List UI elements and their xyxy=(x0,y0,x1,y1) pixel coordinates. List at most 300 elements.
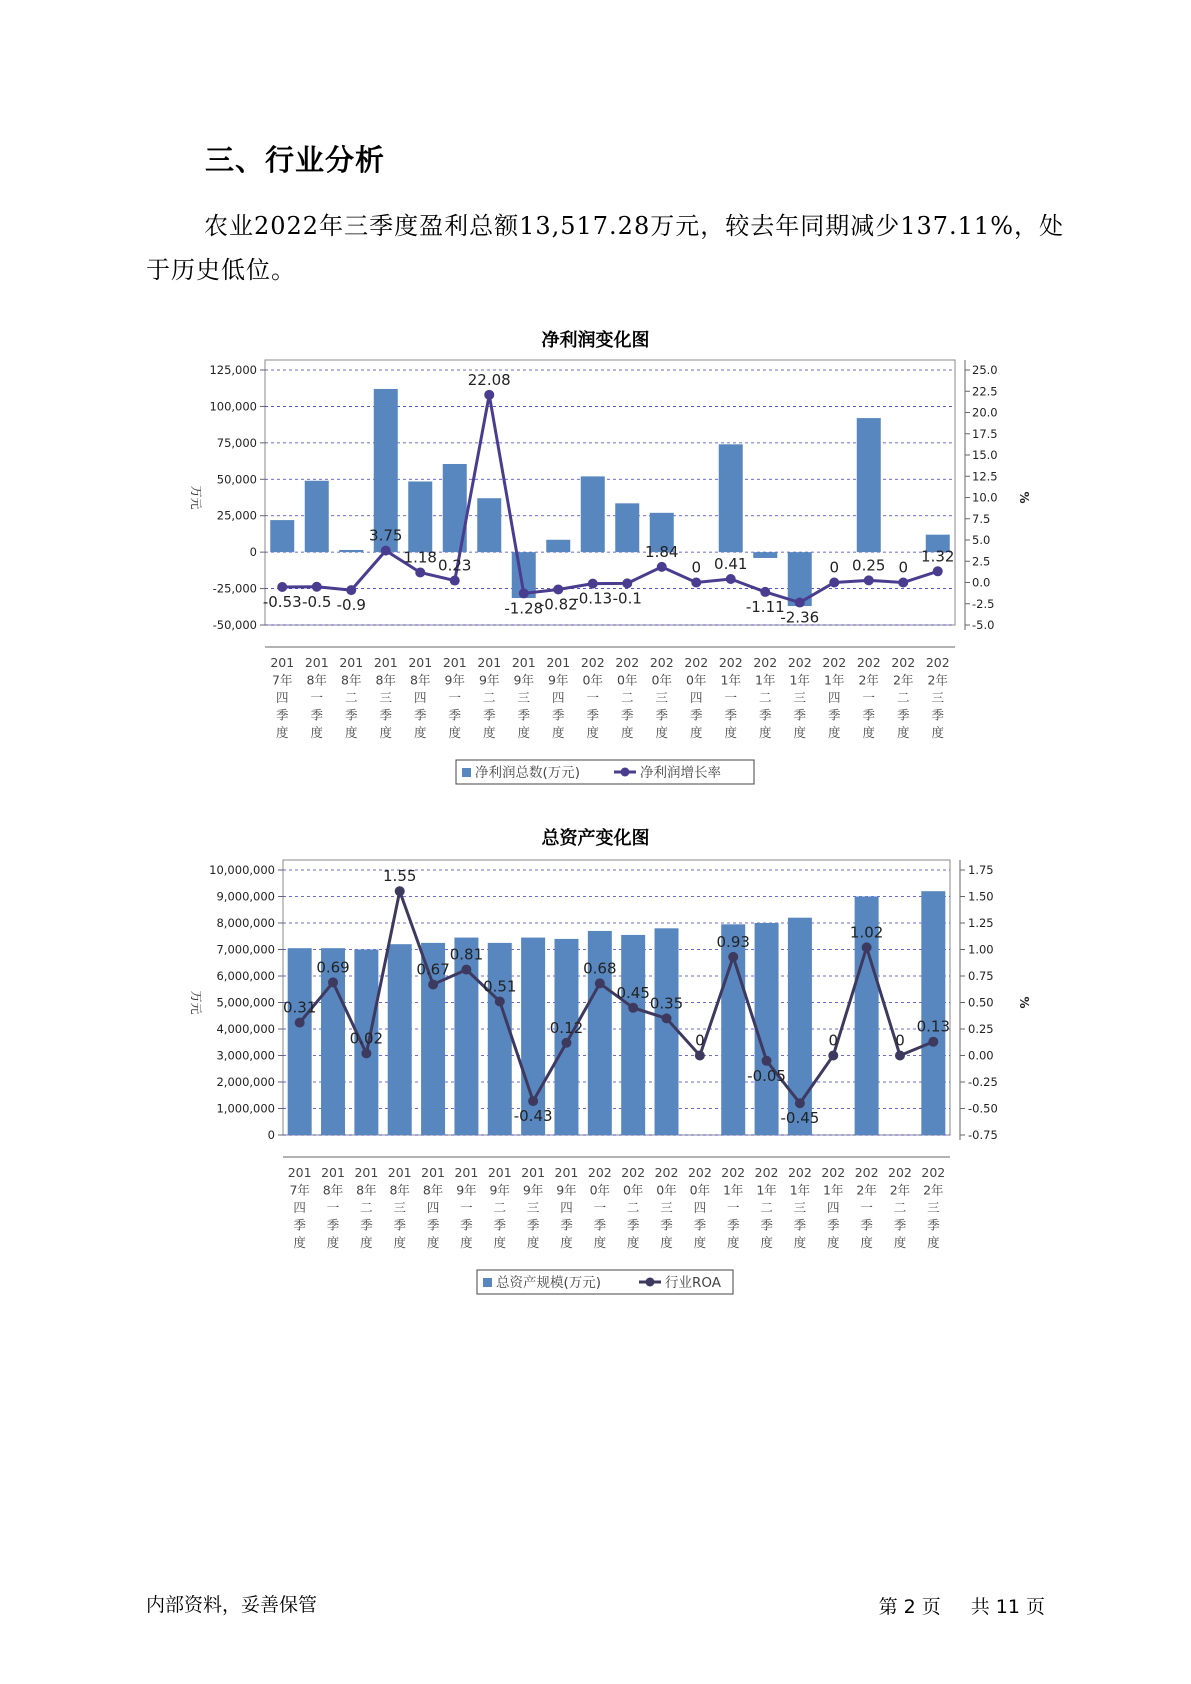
x-tick-label: 201 xyxy=(487,1165,512,1180)
x-tick-label: 1年 xyxy=(824,672,845,688)
x-tick-label: 季 xyxy=(896,707,910,723)
bar xyxy=(755,923,779,1135)
net-profit-chart-title: 净利润变化图 xyxy=(541,330,650,351)
x-tick-label: 季 xyxy=(275,707,289,723)
line-point xyxy=(933,566,943,576)
x-tick-label: 季 xyxy=(344,707,358,723)
line-point xyxy=(898,578,908,588)
data-label: -2.36 xyxy=(780,608,820,627)
x-tick-label: 1年 xyxy=(755,672,776,688)
x-tick-label: 度 xyxy=(862,725,876,740)
data-label: 0.35 xyxy=(649,994,684,1013)
x-tick-label: 二 xyxy=(626,1200,640,1215)
x-tick-label: 季 xyxy=(426,1217,440,1233)
x-tick-label: 202 xyxy=(718,655,743,670)
data-label: -0.13 xyxy=(573,589,613,608)
x-tick-label: 二 xyxy=(893,1200,907,1215)
bar xyxy=(339,550,363,552)
x-tick-label: 度 xyxy=(793,725,807,740)
line-point xyxy=(762,1056,772,1066)
x-tick-label: 9年 xyxy=(513,672,534,688)
line-point xyxy=(695,1051,705,1061)
data-label: -0.53 xyxy=(262,593,302,612)
x-tick-label: 度 xyxy=(931,725,945,740)
line-point xyxy=(662,1013,672,1023)
x-tick-label: 季 xyxy=(393,1217,406,1233)
x-tick-label: 季 xyxy=(758,707,772,723)
x-tick-label: 四 xyxy=(827,1200,840,1215)
x-tick-label: 三 xyxy=(517,690,531,705)
y2-tick-label: 0.25 xyxy=(968,1022,994,1036)
x-tick-label: 一 xyxy=(586,690,600,705)
x-tick-label: 2年 xyxy=(889,1182,911,1198)
x-tick-label: 9年 xyxy=(479,672,500,688)
x-tick-label: 2年 xyxy=(856,1182,877,1198)
x-tick-label: 9年 xyxy=(548,672,569,688)
data-label: 0 xyxy=(895,1031,905,1050)
y-tick-label: 1,000,000 xyxy=(216,1101,275,1116)
bar xyxy=(554,939,578,1135)
x-tick-label: 四 xyxy=(560,1200,573,1215)
line-point xyxy=(328,977,338,987)
x-tick-label: 度 xyxy=(379,725,393,740)
x-tick-label: 202 xyxy=(754,1165,779,1180)
y2-tick-label: -2.5 xyxy=(972,596,995,611)
bar xyxy=(857,418,881,552)
x-tick-label: 202 xyxy=(615,655,640,670)
line-point xyxy=(381,546,391,556)
x-tick-label: 季 xyxy=(551,707,565,723)
x-tick-label: 季 xyxy=(326,1217,340,1233)
line-point xyxy=(628,1003,638,1013)
x-tick-label: 202 xyxy=(787,655,812,670)
x-tick-label: 201 xyxy=(511,655,536,670)
data-label: -0.82 xyxy=(538,595,578,614)
x-tick-label: 8年 xyxy=(375,672,396,688)
x-tick-label: 度 xyxy=(660,1235,673,1250)
x-tick-label: 201 xyxy=(477,655,502,670)
y2-tick-label: 0.75 xyxy=(968,969,994,983)
x-tick-label: 201 xyxy=(354,1165,379,1180)
y-axis-title: 万元 xyxy=(189,990,203,1015)
x-tick-label: 201 xyxy=(554,1165,579,1180)
footer-page-info xyxy=(879,1592,1051,1619)
x-tick-label: 四 xyxy=(827,690,841,705)
line-point xyxy=(928,1037,938,1047)
x-tick-label: 四 xyxy=(693,1200,707,1215)
legend-line-marker xyxy=(646,1278,655,1287)
x-tick-label: 度 xyxy=(393,1235,406,1250)
legend-line-marker xyxy=(621,768,630,777)
x-tick-label: 四 xyxy=(275,690,289,705)
x-tick-label: 度 xyxy=(626,1235,640,1250)
line-point xyxy=(691,578,701,588)
x-tick-label: 三 xyxy=(393,1200,406,1215)
x-tick-label: 季 xyxy=(482,707,496,723)
x-tick-label: 9年 xyxy=(556,1182,577,1198)
x-tick-label: 三 xyxy=(379,690,393,705)
line-point xyxy=(450,576,460,586)
total-prefix: 共 xyxy=(970,1596,990,1618)
y-tick-label: -25,000 xyxy=(212,581,257,596)
data-label: 0.12 xyxy=(549,1018,584,1037)
bar xyxy=(753,552,777,558)
y-tick-label: 10,000,000 xyxy=(209,863,275,877)
x-tick-label: 季 xyxy=(660,1217,673,1233)
x-tick-label: 季 xyxy=(827,1217,840,1233)
x-tick-label: 202 xyxy=(787,1165,812,1180)
x-tick-label: 201 xyxy=(373,655,398,670)
x-tick-label: 度 xyxy=(344,725,358,740)
x-tick-label: 度 xyxy=(760,1235,773,1250)
legend-line-label: 行业ROA xyxy=(665,1275,722,1291)
x-tick-label: 季 xyxy=(726,1217,740,1233)
x-tick-label: 1年 xyxy=(823,1182,844,1198)
y2-tick-label: 15.0 xyxy=(972,448,998,462)
x-tick-label: 一 xyxy=(724,690,738,705)
line-point xyxy=(561,1038,571,1048)
x-tick-label: 201 xyxy=(339,655,364,670)
x-tick-label: 度 xyxy=(293,1235,306,1250)
x-tick-label: 度 xyxy=(655,725,669,740)
net-profit-chart xyxy=(0,355,1191,785)
x-tick-label: 度 xyxy=(448,725,462,740)
y-axis-title: 万元 xyxy=(189,485,203,510)
data-label: 0.25 xyxy=(852,556,886,575)
bar xyxy=(615,503,639,552)
x-tick-label: 201 xyxy=(521,1165,546,1180)
legend-bar-label: 净利润总数(万元) xyxy=(475,765,581,781)
x-tick-label: 2年 xyxy=(927,672,948,688)
y2-tick-label: -5.0 xyxy=(972,618,995,632)
x-tick-label: 7年 xyxy=(272,672,293,688)
x-tick-label: 9年 xyxy=(444,672,465,688)
x-tick-label: 季 xyxy=(760,1217,773,1233)
x-tick-label: 季 xyxy=(517,707,531,723)
data-label: 0.93 xyxy=(716,932,750,951)
bar xyxy=(581,476,605,552)
x-tick-label: 季 xyxy=(493,1217,507,1233)
y2-tick-label: 0.00 xyxy=(968,1048,994,1063)
x-tick-label: 度 xyxy=(413,725,427,740)
x-tick-label: 季 xyxy=(693,1217,707,1233)
x-tick-label: 202 xyxy=(649,655,674,670)
x-tick-label: 202 xyxy=(888,1165,912,1180)
x-tick-label: 季 xyxy=(593,1217,607,1233)
y-tick-label: 4,000,000 xyxy=(216,1022,275,1036)
x-tick-label: 三 xyxy=(927,1200,940,1215)
x-tick-label: 季 xyxy=(862,707,876,723)
data-label: 0.41 xyxy=(714,555,748,574)
x-tick-label: 度 xyxy=(693,1235,707,1250)
page-unit: 页 xyxy=(921,1596,941,1618)
data-label: 1.18 xyxy=(403,548,437,567)
x-tick-label: 季 xyxy=(310,707,324,723)
x-tick-label: 9年 xyxy=(522,1182,544,1198)
x-tick-label: 度 xyxy=(758,725,772,740)
y-tick-label: 100,000 xyxy=(209,399,257,414)
y2-tick-label: 5.0 xyxy=(972,533,991,547)
y-tick-label: -50,000 xyxy=(212,618,257,632)
x-tick-label: 度 xyxy=(326,1235,340,1250)
y2-axis-title: % xyxy=(1017,996,1031,1009)
x-tick-label: 2年 xyxy=(923,1182,944,1198)
y2-tick-label: -0.50 xyxy=(968,1101,998,1116)
x-tick-label: 9年 xyxy=(456,1182,477,1198)
data-label: 0 xyxy=(898,558,909,577)
x-tick-label: 201 xyxy=(421,1165,446,1180)
y-tick-label: 2,000,000 xyxy=(216,1075,275,1089)
data-label: -0.05 xyxy=(747,1066,786,1085)
bar xyxy=(270,520,294,552)
line-point xyxy=(862,942,872,952)
data-label: -0.45 xyxy=(780,1109,820,1128)
section-title: 三、行业分析 xyxy=(205,143,386,177)
x-tick-label: 度 xyxy=(593,1235,607,1250)
line-point xyxy=(415,567,425,577)
x-tick-label: 季 xyxy=(724,707,738,723)
x-tick-label: 度 xyxy=(620,725,634,740)
x-tick-label: 8年 xyxy=(356,1182,377,1198)
x-tick-label: 度 xyxy=(793,1235,807,1250)
y-tick-label: 7,000,000 xyxy=(216,942,275,957)
x-tick-label: 202 xyxy=(654,1165,679,1180)
x-tick-label: 季 xyxy=(293,1217,306,1233)
x-tick-label: 201 xyxy=(321,1165,345,1180)
legend-bar-swatch xyxy=(483,1278,492,1287)
line-point xyxy=(495,996,505,1006)
bar xyxy=(621,935,645,1135)
y2-tick-label: 25.0 xyxy=(972,363,998,377)
x-tick-label: 一 xyxy=(460,1200,473,1215)
x-tick-label: 8年 xyxy=(306,672,327,688)
total-unit: 页 xyxy=(1025,1596,1045,1618)
x-tick-label: 季 xyxy=(448,707,462,723)
x-tick-label: 季 xyxy=(793,707,807,723)
y2-tick-label: 12.5 xyxy=(972,469,998,484)
x-tick-label: 8年 xyxy=(322,1182,344,1198)
data-label: 0 xyxy=(828,1031,839,1050)
line-point xyxy=(895,1051,905,1061)
y2-tick-label: 0.0 xyxy=(972,575,991,590)
x-tick-label: 二 xyxy=(344,690,358,705)
x-tick-label: 201 xyxy=(442,655,467,670)
bar xyxy=(477,498,501,552)
x-tick-label: 季 xyxy=(689,707,703,723)
x-tick-label: 度 xyxy=(927,1235,940,1250)
y2-tick-label: 7.5 xyxy=(972,511,991,526)
x-tick-label: 202 xyxy=(891,655,916,670)
x-tick-label: 度 xyxy=(482,725,496,740)
x-tick-label: 度 xyxy=(526,1235,540,1250)
y2-tick-label: -0.25 xyxy=(968,1075,998,1089)
data-label: 0.51 xyxy=(483,977,517,996)
data-label: 1.02 xyxy=(849,923,884,942)
x-tick-label: 0年 xyxy=(689,1182,711,1198)
x-tick-label: 0年 xyxy=(589,1182,611,1198)
line-point xyxy=(519,588,529,598)
y-tick-label: 0 xyxy=(267,1128,275,1142)
data-label: 0.81 xyxy=(449,945,484,964)
x-tick-label: 季 xyxy=(893,1217,907,1233)
x-tick-label: 四 xyxy=(689,690,703,705)
x-tick-label: 季 xyxy=(655,707,669,723)
x-tick-label: 季 xyxy=(360,1217,373,1233)
x-tick-label: 度 xyxy=(893,1235,907,1250)
footer-confidential-note: 内部资料，妥善保管 xyxy=(146,1594,318,1616)
x-tick-label: 度 xyxy=(275,725,289,740)
x-tick-label: 二 xyxy=(760,1200,773,1215)
x-tick-label: 度 xyxy=(426,1235,440,1250)
x-tick-label: 度 xyxy=(827,725,841,740)
y2-tick-label: 2.5 xyxy=(972,554,991,569)
x-tick-label: 度 xyxy=(724,725,738,740)
line-point xyxy=(795,1098,805,1108)
x-tick-label: 202 xyxy=(822,655,847,670)
x-tick-label: 201 xyxy=(408,655,433,670)
data-label: 0.67 xyxy=(416,960,450,979)
x-tick-label: 季 xyxy=(931,707,945,723)
data-label: 1.55 xyxy=(383,867,417,886)
x-tick-label: 202 xyxy=(856,655,881,670)
y-tick-label: 8,000,000 xyxy=(216,916,275,930)
x-tick-label: 季 xyxy=(413,707,427,723)
total-pages: 11 xyxy=(995,1596,1020,1618)
x-tick-label: 一 xyxy=(860,1200,873,1215)
y2-tick-label: 1.00 xyxy=(968,942,994,957)
bar xyxy=(655,928,679,1135)
x-tick-label: 三 xyxy=(793,1200,807,1215)
bar xyxy=(305,481,329,552)
data-label: 0.31 xyxy=(282,998,317,1017)
x-tick-label: 202 xyxy=(580,655,605,670)
x-tick-label: 1年 xyxy=(789,1182,811,1198)
x-tick-label: 二 xyxy=(896,690,910,705)
x-tick-label: 2年 xyxy=(858,672,879,688)
x-tick-label: 0年 xyxy=(622,1182,644,1198)
y-tick-label: 3,000,000 xyxy=(216,1048,275,1063)
line-point xyxy=(395,886,405,896)
line-point xyxy=(295,1018,305,1028)
x-tick-label: 季 xyxy=(860,1217,873,1233)
summary-paragraph: 农业2022年三季度盈利总额13,517.28万元，较去年同期减少137.11%，处于历史低位。 xyxy=(146,212,1065,284)
x-tick-label: 202 xyxy=(921,1165,946,1180)
x-tick-label: 7年 xyxy=(289,1182,310,1198)
bar xyxy=(488,943,512,1135)
line-point xyxy=(277,582,287,592)
x-tick-label: 201 xyxy=(304,655,329,670)
x-tick-label: 一 xyxy=(593,1200,607,1215)
x-tick-label: 201 xyxy=(287,1165,312,1180)
line-point xyxy=(461,965,471,975)
x-tick-label: 202 xyxy=(821,1165,846,1180)
line-point xyxy=(829,578,839,588)
x-tick-label: 0年 xyxy=(651,672,672,688)
x-tick-label: 四 xyxy=(551,690,565,705)
x-tick-label: 季 xyxy=(620,707,634,723)
x-tick-label: 度 xyxy=(551,725,565,740)
y-tick-label: 6,000,000 xyxy=(216,969,275,983)
y2-tick-label: 1.50 xyxy=(968,889,994,904)
page-number: 2 xyxy=(903,1596,916,1618)
data-label: 22.08 xyxy=(467,370,511,389)
x-tick-label: 度 xyxy=(560,1235,573,1250)
line-point xyxy=(828,1051,838,1061)
x-tick-label: 8年 xyxy=(389,1182,410,1198)
y2-tick-label: 10.0 xyxy=(972,490,998,505)
x-tick-label: 季 xyxy=(526,1217,540,1233)
y-tick-label: 0 xyxy=(249,545,257,560)
x-tick-label: 一 xyxy=(310,690,324,705)
data-label: -0.43 xyxy=(513,1107,553,1126)
x-tick-label: 202 xyxy=(587,1165,612,1180)
x-tick-label: 201 xyxy=(270,655,295,670)
data-label: -0.9 xyxy=(336,596,366,615)
data-label: 0.02 xyxy=(349,1029,384,1048)
x-tick-label: 0年 xyxy=(582,672,603,688)
x-tick-label: 季 xyxy=(927,1217,940,1233)
y2-tick-label: -0.75 xyxy=(968,1128,998,1142)
y-tick-label: 25,000 xyxy=(216,508,257,523)
line-point xyxy=(622,578,632,588)
line-point xyxy=(595,978,605,988)
plot-area xyxy=(262,360,955,625)
line-point xyxy=(428,979,438,989)
y2-axis-title: % xyxy=(1017,491,1031,504)
x-tick-label: 201 xyxy=(387,1165,412,1180)
x-tick-label: 度 xyxy=(860,1235,873,1250)
x-tick-label: 8年 xyxy=(341,672,362,688)
x-tick-label: 202 xyxy=(687,1165,712,1180)
data-label: -0.1 xyxy=(612,589,642,608)
x-tick-label: 三 xyxy=(655,690,669,705)
page-prefix: 第 xyxy=(878,1596,898,1618)
data-label: -1.28 xyxy=(504,599,544,618)
x-tick-label: 四 xyxy=(293,1200,306,1215)
x-tick-label: 202 xyxy=(854,1165,879,1180)
x-tick-label: 一 xyxy=(862,690,876,705)
data-label: 0.68 xyxy=(583,959,617,978)
x-tick-label: 度 xyxy=(689,725,703,740)
y2-tick-label: 1.25 xyxy=(968,916,994,930)
x-tick-label: 季 xyxy=(379,707,393,723)
x-tick-label: 0年 xyxy=(656,1182,677,1198)
data-label: 0 xyxy=(695,1031,705,1050)
legend-bar-label: 总资产规模(万元) xyxy=(496,1275,602,1291)
x-tick-label: 202 xyxy=(684,655,709,670)
x-tick-label: 季 xyxy=(793,1217,807,1233)
x-tick-label: 季 xyxy=(626,1217,640,1233)
x-tick-label: 1年 xyxy=(720,672,741,688)
data-label: 0.69 xyxy=(316,958,350,977)
line-point xyxy=(864,575,874,585)
bar xyxy=(288,948,312,1135)
x-tick-label: 202 xyxy=(925,655,950,670)
x-tick-label: 度 xyxy=(360,1235,373,1250)
x-tick-label: 1年 xyxy=(722,1182,744,1198)
data-label: 0 xyxy=(829,558,840,577)
x-tick-label: 8年 xyxy=(422,1182,444,1198)
x-tick-label: 季 xyxy=(460,1217,473,1233)
x-tick-label: 二 xyxy=(758,690,772,705)
line-point xyxy=(312,582,322,592)
line-point xyxy=(553,584,563,594)
data-label: 0 xyxy=(691,558,702,577)
x-tick-label: 三 xyxy=(931,690,945,705)
line-point xyxy=(760,587,770,597)
x-tick-label: 202 xyxy=(621,1165,646,1180)
x-tick-label: 二 xyxy=(482,690,496,705)
